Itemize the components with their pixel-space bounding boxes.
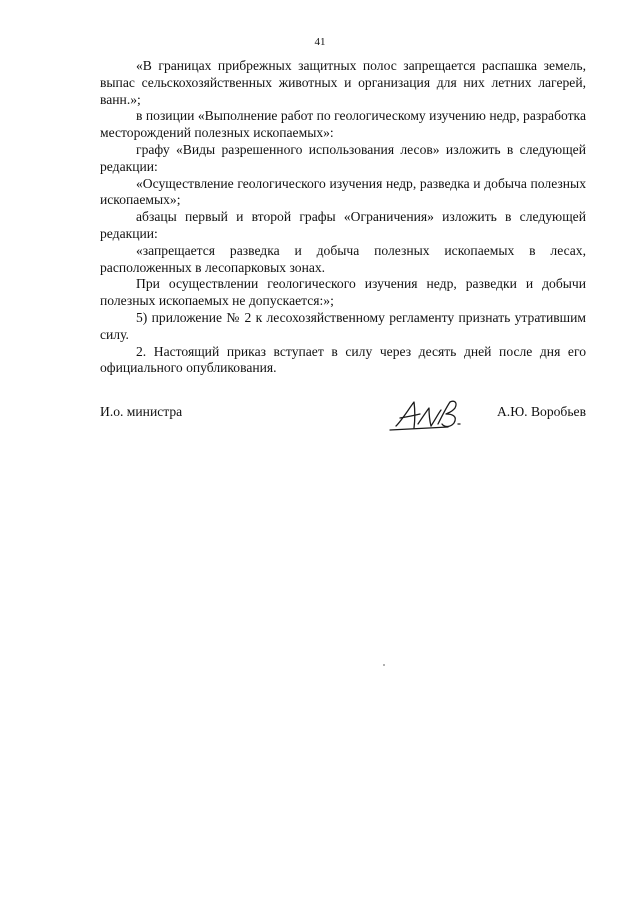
paragraph-2: в позиции «Выполнение работ по геологическому изучению недр, разработка месторождений полезных ископаемых»: <box>100 108 586 141</box>
paragraph-7: При осуществлении геологического изучения недр, разведки и добычи полезных ископаемых не допускается:»; <box>100 276 586 309</box>
signatory-name: А.Ю. Воробьев <box>496 404 586 419</box>
paragraph-1: «В границах прибрежных защитных полос запрещается распашка земель, выпас сельскохозяйственных животных и организация для них летних лагерей, ванн.»; <box>100 58 586 107</box>
handwritten-signature <box>388 394 484 438</box>
paragraph-9: 2. Настоящий приказ вступает в силу через десять дней после дня его официального опубликования. <box>100 343 586 376</box>
page-number: 41 <box>314 36 326 48</box>
paragraph-6: «запрещается разведка и добыча полезных ископаемых в лесах, расположенных в лесопарковых зонах. <box>100 242 586 275</box>
paragraph-8: 5) приложение № 2 к лесохозяйственному регламенту признать утратившим силу. <box>100 309 586 342</box>
signatory-title: И.о. министра <box>100 404 183 419</box>
document-body <box>100 58 586 377</box>
paragraph-5: абзацы первый и второй графы «Ограничения» изложить в следующей редакции: <box>100 209 586 241</box>
signature-block <box>100 398 586 438</box>
paragraph-4: «Осуществление геологического изучения недр, разведка и добыча полезных ископаемых»; <box>100 175 586 208</box>
paragraph-3: графу «Виды разрешенного использования лесов» изложить в следующей редакции: <box>100 141 586 174</box>
scan-speck <box>383 664 385 666</box>
